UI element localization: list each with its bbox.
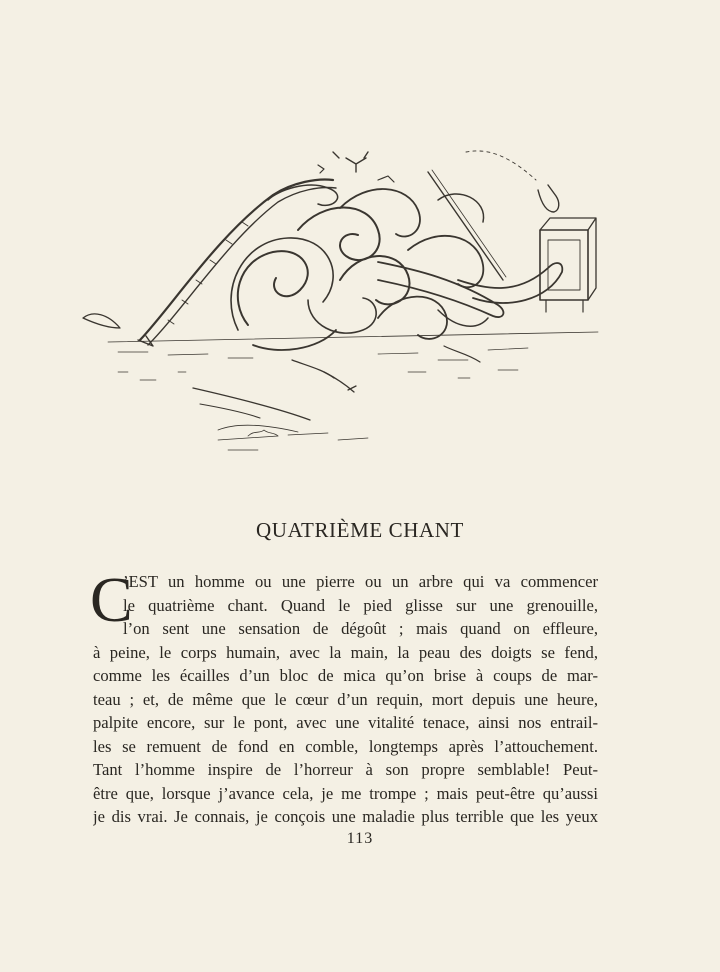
text-line: comme les écailles d’un bloc de mica qu’on brise à coups de mar- — [93, 666, 598, 685]
text-line: à peine, le corps humain, avec la main, la peau des doigts se fend, — [93, 642, 598, 662]
text-line: être que, lorsque j’avance cela, je me trompe ; mais peut-être qu’aussi — [93, 783, 598, 803]
text-line: le quatrième chant. Quand le pied glisse sur une grenouille, — [123, 595, 598, 615]
body-paragraph — [93, 570, 598, 829]
chapter-title: QUATRIÈME CHANT — [256, 518, 464, 542]
text-line: ’EST un homme ou une pierre ou un arbre qui va commencer — [123, 572, 598, 591]
etching-illustration — [78, 140, 608, 470]
text-line: les se remuent de fond en comble, longtemps après l’attouchement. — [93, 736, 598, 756]
text-line: palpite encore, sur le pont, avec une vitalité tenace, ainsi nos entrail- — [93, 713, 598, 732]
drop-cap-initial: C — [90, 564, 133, 635]
page-number: 113 — [346, 830, 374, 847]
text-line: je dis vrai. Je connais, je conçois une maladie plus terrible que les yeux — [93, 807, 598, 826]
text-line: l’on sent une sensation de dégoût ; mais quand on effleure, — [123, 619, 598, 638]
text-line: Tant l’homme inspire de l’horreur à son propre semblable! Peut- — [93, 760, 598, 779]
text-line: teau ; et, de même que le cœur d’un requin, mort depuis une heure, — [93, 689, 598, 709]
